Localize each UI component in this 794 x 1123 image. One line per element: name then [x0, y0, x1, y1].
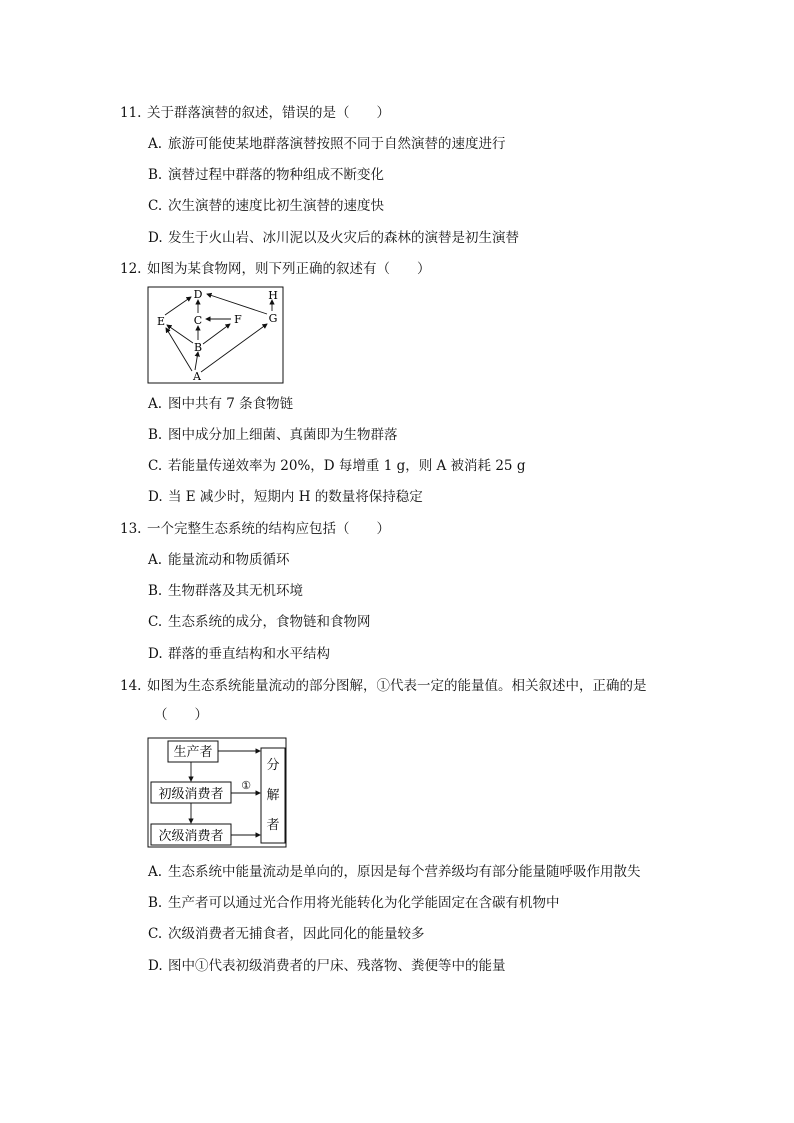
question-number: 12. — [120, 261, 142, 277]
arrow-b-e — [167, 325, 193, 343]
decomposer-char-3: 者 — [266, 818, 280, 833]
arrow-a-g — [201, 324, 267, 372]
node-b: B — [193, 341, 203, 354]
primary-consumer-label: 初级消费者 — [158, 787, 224, 802]
decomposer-char-2: 解 — [266, 788, 280, 803]
node-h: H — [268, 289, 278, 302]
option-11-b: B. 演替过程中群落的物种组成不断变化 — [148, 167, 384, 183]
energy-marker-1: ① — [241, 779, 251, 792]
producer-label: 生产者 — [173, 745, 213, 760]
option-14-d: D. 图中①代表初级消费者的尸床、残落物、粪便等中的能量 — [148, 958, 506, 974]
question-13 — [120, 520, 390, 538]
question-14 — [120, 677, 647, 695]
node-a: A — [193, 370, 201, 383]
decomposer-char-1: 分 — [266, 758, 280, 773]
question-number: 13. — [120, 521, 142, 537]
arrow-g-d — [207, 294, 267, 314]
node-e: E — [156, 315, 166, 328]
arrow-b-f — [203, 324, 230, 344]
option-13-a: A. 能量流动和物质循环 — [148, 552, 290, 568]
option-13-d: D. 群落的垂直结构和水平结构 — [148, 646, 330, 662]
option-12-c: C. 若能量传递效率为 20%，D 每增重 1 g，则 A 被消耗 25 g — [148, 458, 526, 474]
node-d: D — [193, 288, 203, 301]
node-g: G — [268, 312, 278, 325]
option-11-c: C. 次生演替的速度比初生演替的速度快 — [148, 198, 384, 214]
option-14-b: B. 生产者可以通过光合作用将光能转化为化学能固定在含碳有机物中 — [148, 895, 560, 911]
node-f: F — [234, 313, 242, 326]
option-12-b: B. 图中成分加上细菌、真菌即为生物群落 — [148, 427, 398, 443]
question-stem: 如图为某食物网，则下列正确的叙述有（ ） — [147, 261, 431, 277]
option-11-d: D. 发生于火山岩、冰川泥以及火灾后的森林的演替是初生演替 — [148, 230, 519, 246]
option-13-b: B. 生物群落及其无机环境 — [148, 583, 303, 599]
question-stem: 如图为生态系统能量流动的部分图解，①代表一定的能量值。相关叙述中，正确的是 — [147, 678, 647, 694]
option-11-a: A. 旅游可能使某地群落演替按照不同于自然演替的速度进行 — [148, 136, 506, 152]
option-14-c: C. 次级消费者无捕食者，因此同化的能量较多 — [148, 926, 425, 942]
option-12-d: D. 当 E 减少时，短期内 H 的数量将保持稳定 — [148, 489, 423, 505]
question-stem: 关于群落演替的叙述，错误的是（ ） — [147, 105, 390, 121]
arrow-a-e — [166, 328, 192, 371]
arrow-a-b — [195, 352, 198, 370]
question-12 — [120, 260, 431, 278]
option-14-a: A. 生态系统中能量流动是单向的，原因是每个营养级均有部分能量随呼吸作用散失 — [148, 864, 641, 880]
secondary-consumer-label: 次级消费者 — [158, 829, 224, 844]
option-13-c: C. 生态系统的成分，食物链和食物网 — [148, 614, 371, 630]
question-stem: 一个完整生态系统的结构应包括（ ） — [147, 521, 390, 537]
question-11 — [120, 104, 390, 122]
question-number: 14. — [120, 678, 142, 694]
option-12-a: A. 图中共有 7 条食物链 — [148, 396, 294, 412]
energy-flow-diagram — [147, 737, 288, 849]
node-c: C — [193, 314, 203, 327]
question-14-bracket: （ ） — [154, 707, 208, 723]
question-number: 11. — [120, 105, 142, 121]
arrow-e-d — [165, 297, 191, 315]
food-web-diagram — [147, 286, 284, 384]
